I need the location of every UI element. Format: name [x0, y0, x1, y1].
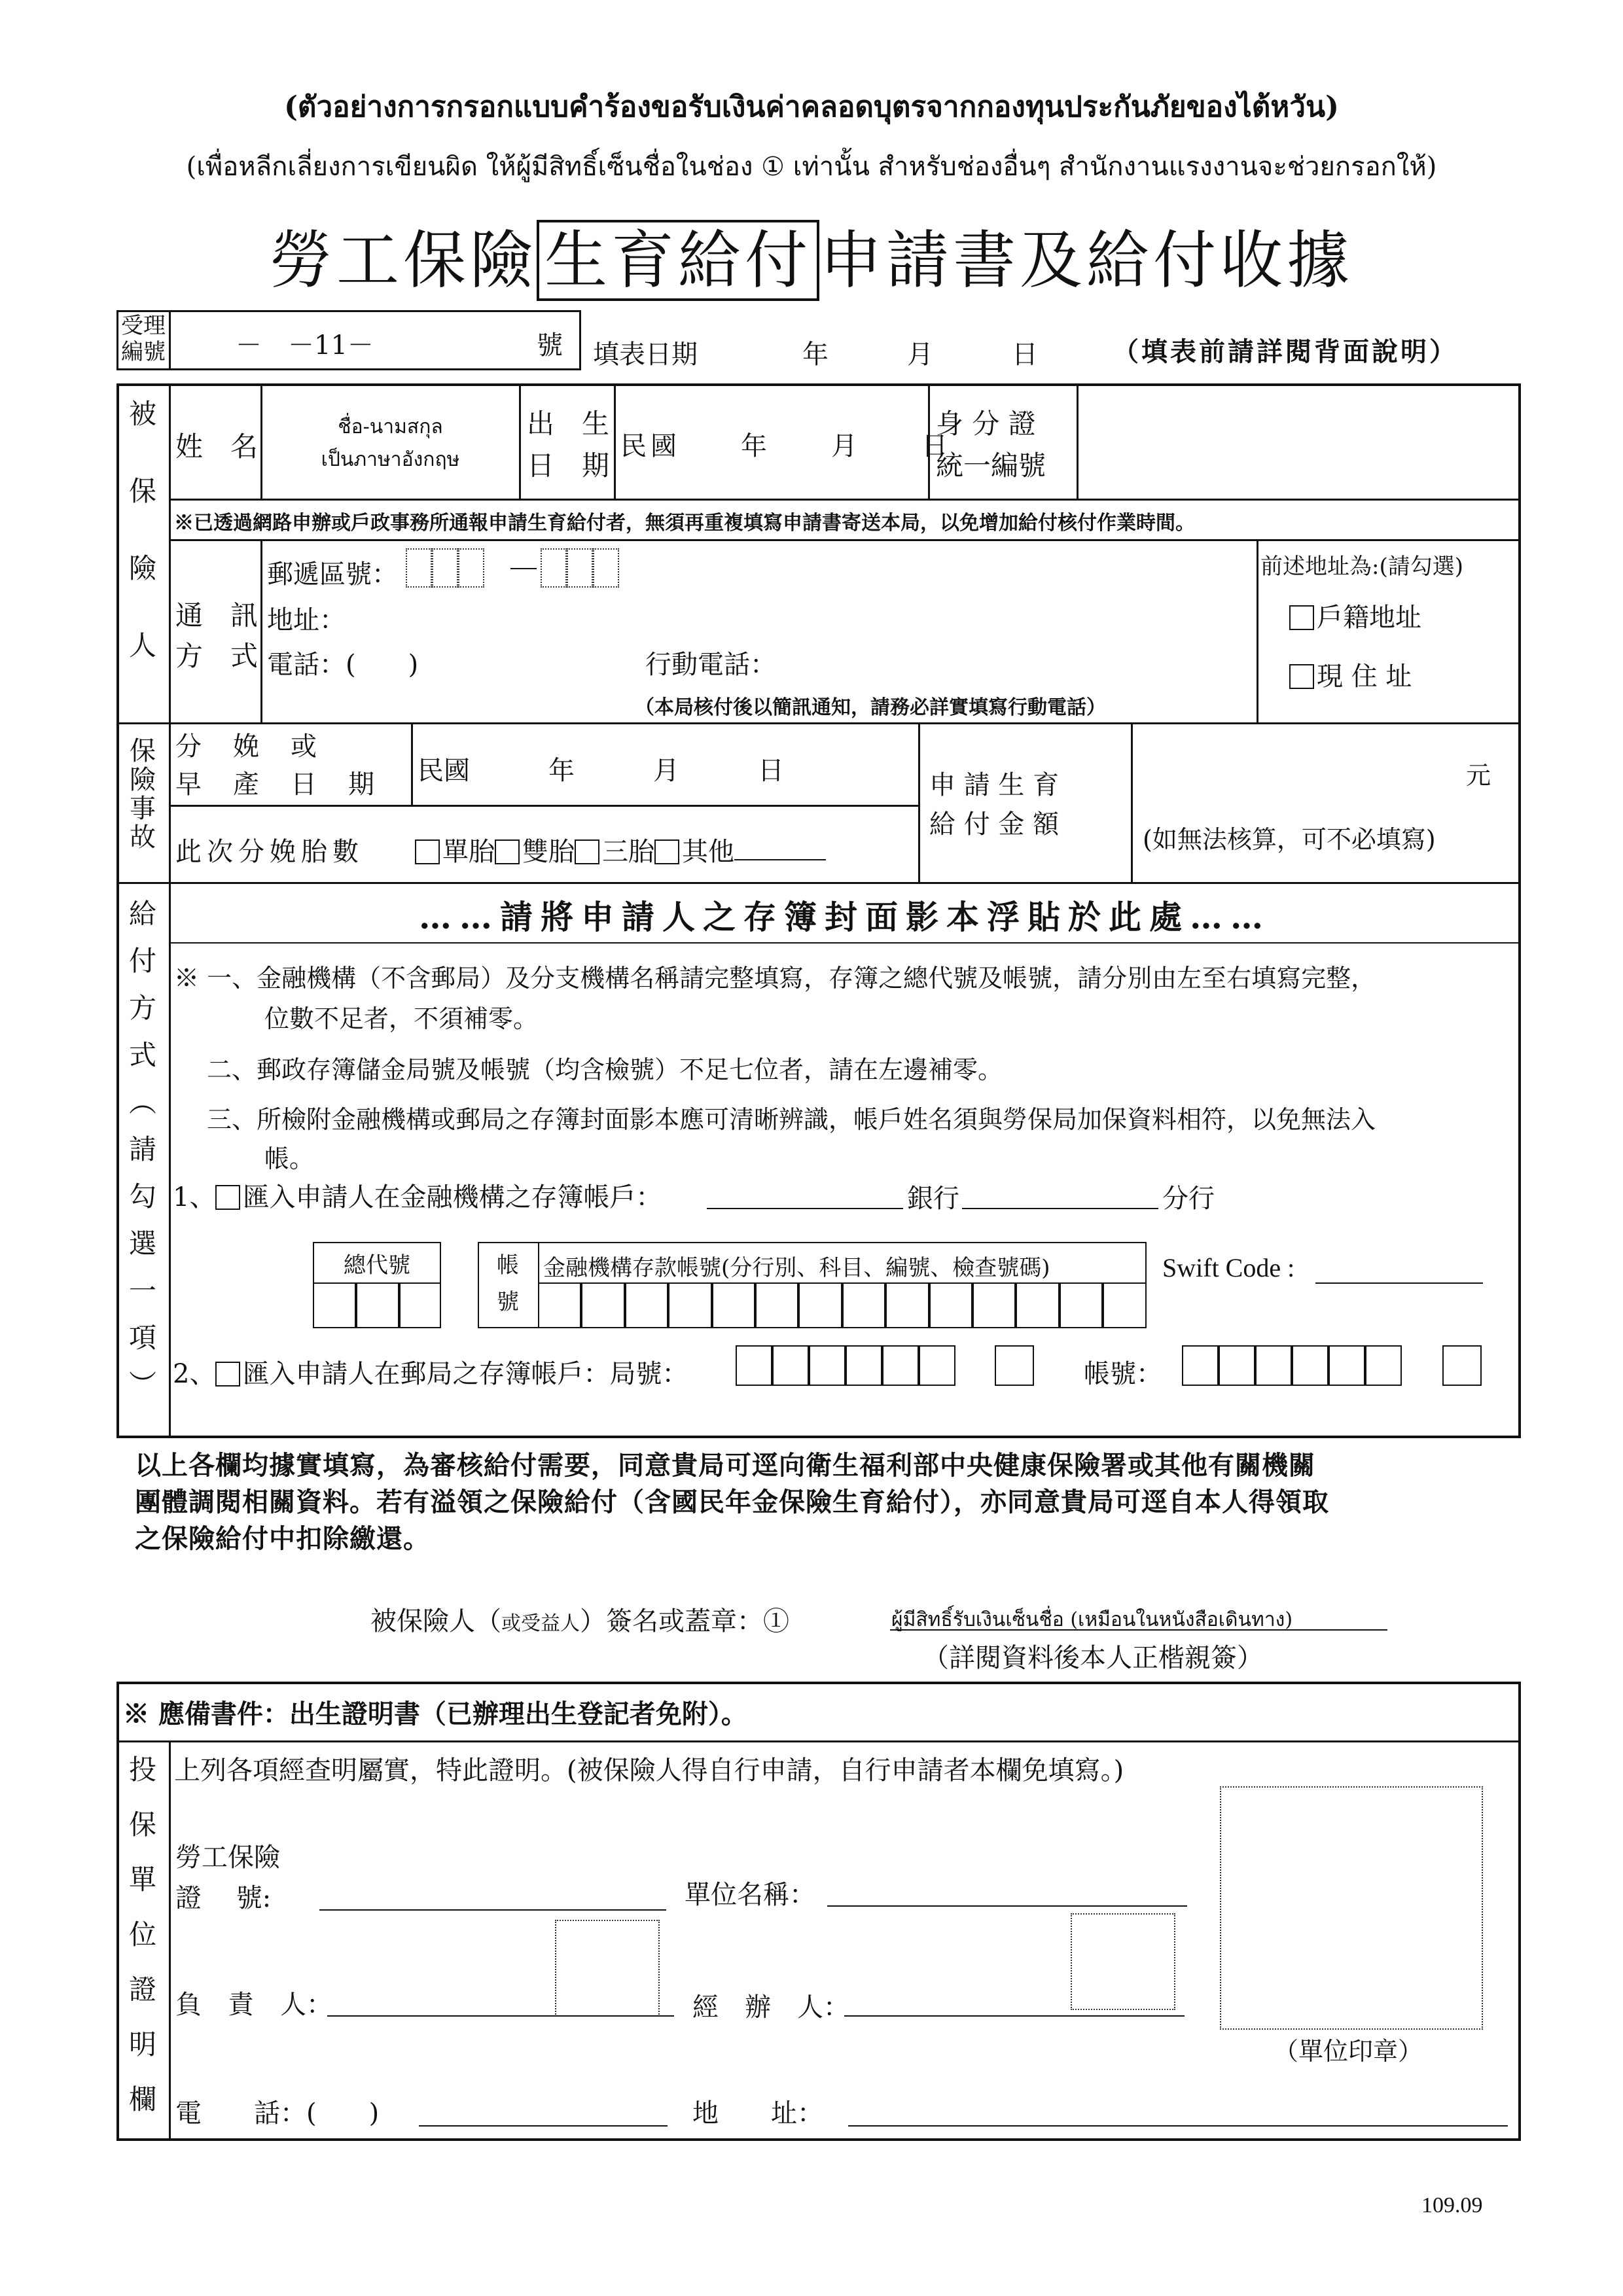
phone-label[interactable]: 電話：( ) — [267, 650, 419, 680]
bank-name-line[interactable] — [707, 1208, 903, 1209]
post-account-check[interactable] — [1442, 1345, 1482, 1386]
postal-box-6[interactable] — [593, 548, 619, 588]
births-triplet-checkbox[interactable] — [575, 839, 599, 864]
unit-seal-label: （單位印章） — [1274, 2037, 1423, 2066]
bank-account-digit-7[interactable] — [798, 1282, 842, 1328]
bank-code-digit-2[interactable] — [356, 1282, 399, 1328]
owner-label: 負 責 人： — [175, 1990, 332, 2020]
bank-account-label: 帳 號 — [497, 1252, 519, 1315]
address-label[interactable]: 地址： — [267, 605, 346, 635]
amount-note: (如無法核算，可不必填寫) — [1143, 825, 1436, 854]
fill-note: （填表前請詳閱背面說明） — [1113, 336, 1458, 367]
payment-note-1b: 位數不足者，不須補零。 — [264, 1004, 539, 1033]
id-label: 身 分 證 統一編號 — [936, 408, 1046, 482]
branch-name-line[interactable] — [962, 1208, 1158, 1209]
employer-side-label: 投 保 單 位 證 明 欄 — [128, 1754, 156, 2115]
thai-title: (ตัวอย่างการกรอกแบบคำร้องขอรับเงินค่าคลอดบุตรจากกองทุนประกันภัยของไต้หวัน) — [284, 90, 1339, 124]
receipt-label: 受理 編號 — [121, 313, 166, 365]
employer-address-line[interactable] — [848, 2125, 1508, 2127]
id-input[interactable] — [1080, 386, 1518, 497]
birth-label: 出 生 日 期 — [526, 408, 609, 482]
payment-side-label: 給 付 方 式 ︵ 請 勾 選 一 項 ︶ — [128, 898, 156, 1401]
form-version: 109.09 — [1421, 2193, 1483, 2217]
pay-option-bank[interactable]: 1、 匯入申請人在金融機構之存簿帳戶： — [173, 1182, 662, 1212]
post-office-digit-4[interactable] — [846, 1345, 882, 1386]
post-account-digit-5[interactable] — [1329, 1345, 1365, 1386]
employer-phone-line[interactable] — [419, 2125, 668, 2127]
amount-label: 申 請 生 育 給 付 金 額 — [929, 770, 1060, 839]
unit-seal-box[interactable] — [1220, 1786, 1483, 2030]
form-title — [0, 211, 1623, 300]
mobile-label[interactable]: 行動電話： — [645, 650, 776, 680]
declaration-line-2: 團體調閱相關資料。若有溢領之保險給付（含國民年金保險生育給付），亦同意貴局可逕自本人得領取 — [135, 1487, 1329, 1517]
births-options: 單胎 雙胎 三胎 其他 — [415, 831, 826, 868]
bank-account-digit-5[interactable] — [712, 1282, 755, 1328]
post-account-digit-6[interactable] — [1365, 1345, 1402, 1386]
required-docs: ※ 應備書件：出生證明書（已辦理出生登記者免附）。 — [123, 1699, 747, 1729]
bank-label: 銀行 — [907, 1184, 959, 1214]
births-twin-checkbox[interactable] — [495, 839, 520, 864]
sign-note: （詳閱資料後本人正楷親簽） — [923, 1643, 1263, 1673]
employer-address-label: 地 址： — [692, 2098, 823, 2128]
employer-phone-label: 電 話：( ) — [175, 2098, 380, 2128]
bank-code-digit-1[interactable] — [313, 1282, 356, 1328]
postal-box-2[interactable] — [432, 548, 458, 588]
post-office-digit-6[interactable] — [919, 1345, 955, 1386]
post-account-label: 帳號： — [1084, 1359, 1162, 1389]
owner-line[interactable] — [327, 2015, 674, 2017]
post-account-digit-2[interactable] — [1219, 1345, 1255, 1386]
handler-line[interactable] — [844, 2015, 1185, 2017]
post-account-digit-4[interactable] — [1292, 1345, 1329, 1386]
post-office-check[interactable] — [995, 1345, 1034, 1386]
thai-note: (เพื่อหลีกเลี่ยงการเขียนผิด ให้ผู้มีสิทธิ์เซ็นชื่อในช่อง ① เท่านั้น สำหรับช่องอื่นๆ สำนักงานแรงงานจะช่วยกรอกให้) — [186, 152, 1437, 182]
addr-current-checkbox[interactable] — [1289, 664, 1314, 689]
pay-bank-checkbox[interactable] — [215, 1185, 240, 1210]
addr-choice-label: 前述地址為:(請勾選) — [1260, 554, 1463, 580]
fill-date[interactable]: 填表日期 年 月 日 — [593, 340, 1038, 370]
births-other-checkbox[interactable] — [654, 839, 679, 864]
bank-account-digit-3[interactable] — [625, 1282, 668, 1328]
title-pre: 勞工保險 — [270, 224, 537, 297]
postal-box-1[interactable] — [406, 548, 432, 588]
sign-line[interactable] — [890, 1629, 1387, 1631]
bank-account-digit-12[interactable] — [1016, 1282, 1059, 1328]
bank-account-digit-14[interactable] — [1103, 1282, 1146, 1328]
bank-account-digit-8[interactable] — [842, 1282, 885, 1328]
post-account-digit-3[interactable] — [1255, 1345, 1292, 1386]
name-label: 姓 名 — [175, 431, 259, 463]
addr-household-checkbox[interactable] — [1289, 605, 1314, 630]
payment-note-1a: ※ 一、金融機構（不含郵局）及分支機構名稱請完整填寫，存簿之總代號及帳號，請分別由左至右填寫完整， — [174, 964, 1376, 993]
bank-account-header: 金融機構存款帳號(分行別、科目、編號、檢查號碼) — [543, 1255, 1050, 1281]
sign-hint[interactable]: ผู้มีสิทธิ์รับเงินเซ็นชื่อ (เหมือนในหนังสือเดินทาง) — [891, 1608, 1293, 1631]
bank-account-digit-10[interactable] — [929, 1282, 972, 1328]
owner-seal-box[interactable] — [555, 1920, 660, 2017]
postal-box-5[interactable] — [567, 548, 593, 588]
incident-side-label: 保 險 事 故 — [130, 736, 156, 853]
declaration-line-1: 以上各欄均據實填寫，為審核給付需要，同意貴局可逕向衛生福利部中央健康保險署或其他有關機關 — [135, 1450, 1315, 1481]
unit-name-label: 單位名稱： — [685, 1880, 815, 1910]
bank-code-label: 總代號 — [344, 1252, 410, 1279]
delivery-value[interactable]: 民國 年 月 日 — [418, 756, 784, 786]
insured-side-label: 被 保 險 人 — [128, 398, 156, 662]
handler-label: 經 辦 人： — [692, 1992, 849, 2022]
postal-label: 郵遞區號： — [267, 559, 398, 590]
name-hint[interactable]: ชื่อ-นามสกุล เป็นภาษาอังกฤษ — [321, 415, 460, 471]
addr-opt-current[interactable]: 現 住 址 — [1289, 656, 1412, 693]
online-note: ※已透過網路申辦或戶政事務所通報申請生育給付者，無須再重複填寫申請書寄送本局，以免增加給付核付作業時間。 — [174, 512, 1195, 535]
postal-box-4[interactable] — [541, 548, 567, 588]
payment-note-3b: 帳。 — [264, 1144, 315, 1173]
post-office-digit-5[interactable] — [882, 1345, 919, 1386]
postal-box-3[interactable] — [458, 548, 484, 588]
contact-label: 通 訊 方 式 — [175, 599, 259, 672]
ins-no-line[interactable] — [319, 1909, 666, 1911]
handler-seal-box[interactable] — [1071, 1913, 1175, 2010]
post-office-digit-3[interactable] — [809, 1345, 846, 1386]
amount-unit: 元 — [1466, 761, 1491, 790]
sms-note: （本局核付後以簡訊通知，請務必詳實填寫行動電話） — [635, 696, 1106, 719]
payment-note-3a: 三、所檢附金融機構或郵局之存簿封面影本應可清晰辨識，帳戶姓名須與勞保局加保資料相符，以免無法入 — [207, 1105, 1376, 1134]
swift-label: Swift Code : — [1162, 1253, 1295, 1282]
pay-post-checkbox[interactable] — [215, 1362, 240, 1386]
bank-code-digit-3[interactable] — [399, 1282, 441, 1328]
ins-no-label: 勞工保險 證 號: — [175, 1843, 280, 1913]
bank-account-digit-6[interactable] — [755, 1282, 798, 1328]
bank-account-digit-11[interactable] — [972, 1282, 1016, 1328]
bank-account-digit-2[interactable] — [581, 1282, 624, 1328]
declaration-line-3: 之保險給付中扣除繳還。 — [135, 1523, 430, 1554]
title-boxed: 生育給付 — [537, 220, 819, 301]
employer-intro: 上列各項經查明屬實，特此證明。(被保險人得自行申請，自行申請者本欄免填寫。) — [174, 1756, 1124, 1786]
sign-circle-icon: ① — [763, 1606, 789, 1636]
bank-account-digit-1[interactable] — [538, 1282, 581, 1328]
birth-value[interactable]: 民國 年 月 日 — [620, 431, 952, 461]
pay-option-post[interactable]: 2、 匯入申請人在郵局之存簿帳戶：局號： — [173, 1359, 688, 1389]
bank-account-digit-4[interactable] — [668, 1282, 711, 1328]
births-single-checkbox[interactable] — [415, 839, 440, 864]
payment-note-2: 二、郵政存簿儲金局號及帳號（均含檢號）不足七位者，請在左邊補零。 — [207, 1055, 1003, 1084]
title-post: 申請書及給付收據 — [819, 224, 1353, 297]
unit-name-line[interactable] — [827, 1905, 1187, 1907]
post-office-digit-2[interactable] — [772, 1345, 809, 1386]
post-account-digit-1[interactable] — [1182, 1345, 1219, 1386]
paste-title: ……請將申請人之存簿封面影本浮貼於此處…… — [419, 898, 1271, 936]
bank-account-digit-9[interactable] — [885, 1282, 929, 1328]
births-label: 此次分娩胎數 — [175, 837, 364, 867]
receipt-number[interactable]: － －11－ — [236, 330, 374, 361]
branch-label: 分行 — [1162, 1184, 1215, 1214]
addr-opt-household[interactable]: 戶籍地址 — [1289, 597, 1421, 634]
swift-line[interactable] — [1315, 1282, 1483, 1284]
sign-label: 被保險人（或受益人）簽名或蓋章：① — [370, 1606, 789, 1636]
bank-account-digit-13[interactable] — [1060, 1282, 1103, 1328]
post-office-digit-1[interactable] — [736, 1345, 772, 1386]
receipt-hao: 號 — [537, 330, 563, 361]
delivery-label: 分 娩 或 早 產 日 期 — [175, 732, 377, 800]
